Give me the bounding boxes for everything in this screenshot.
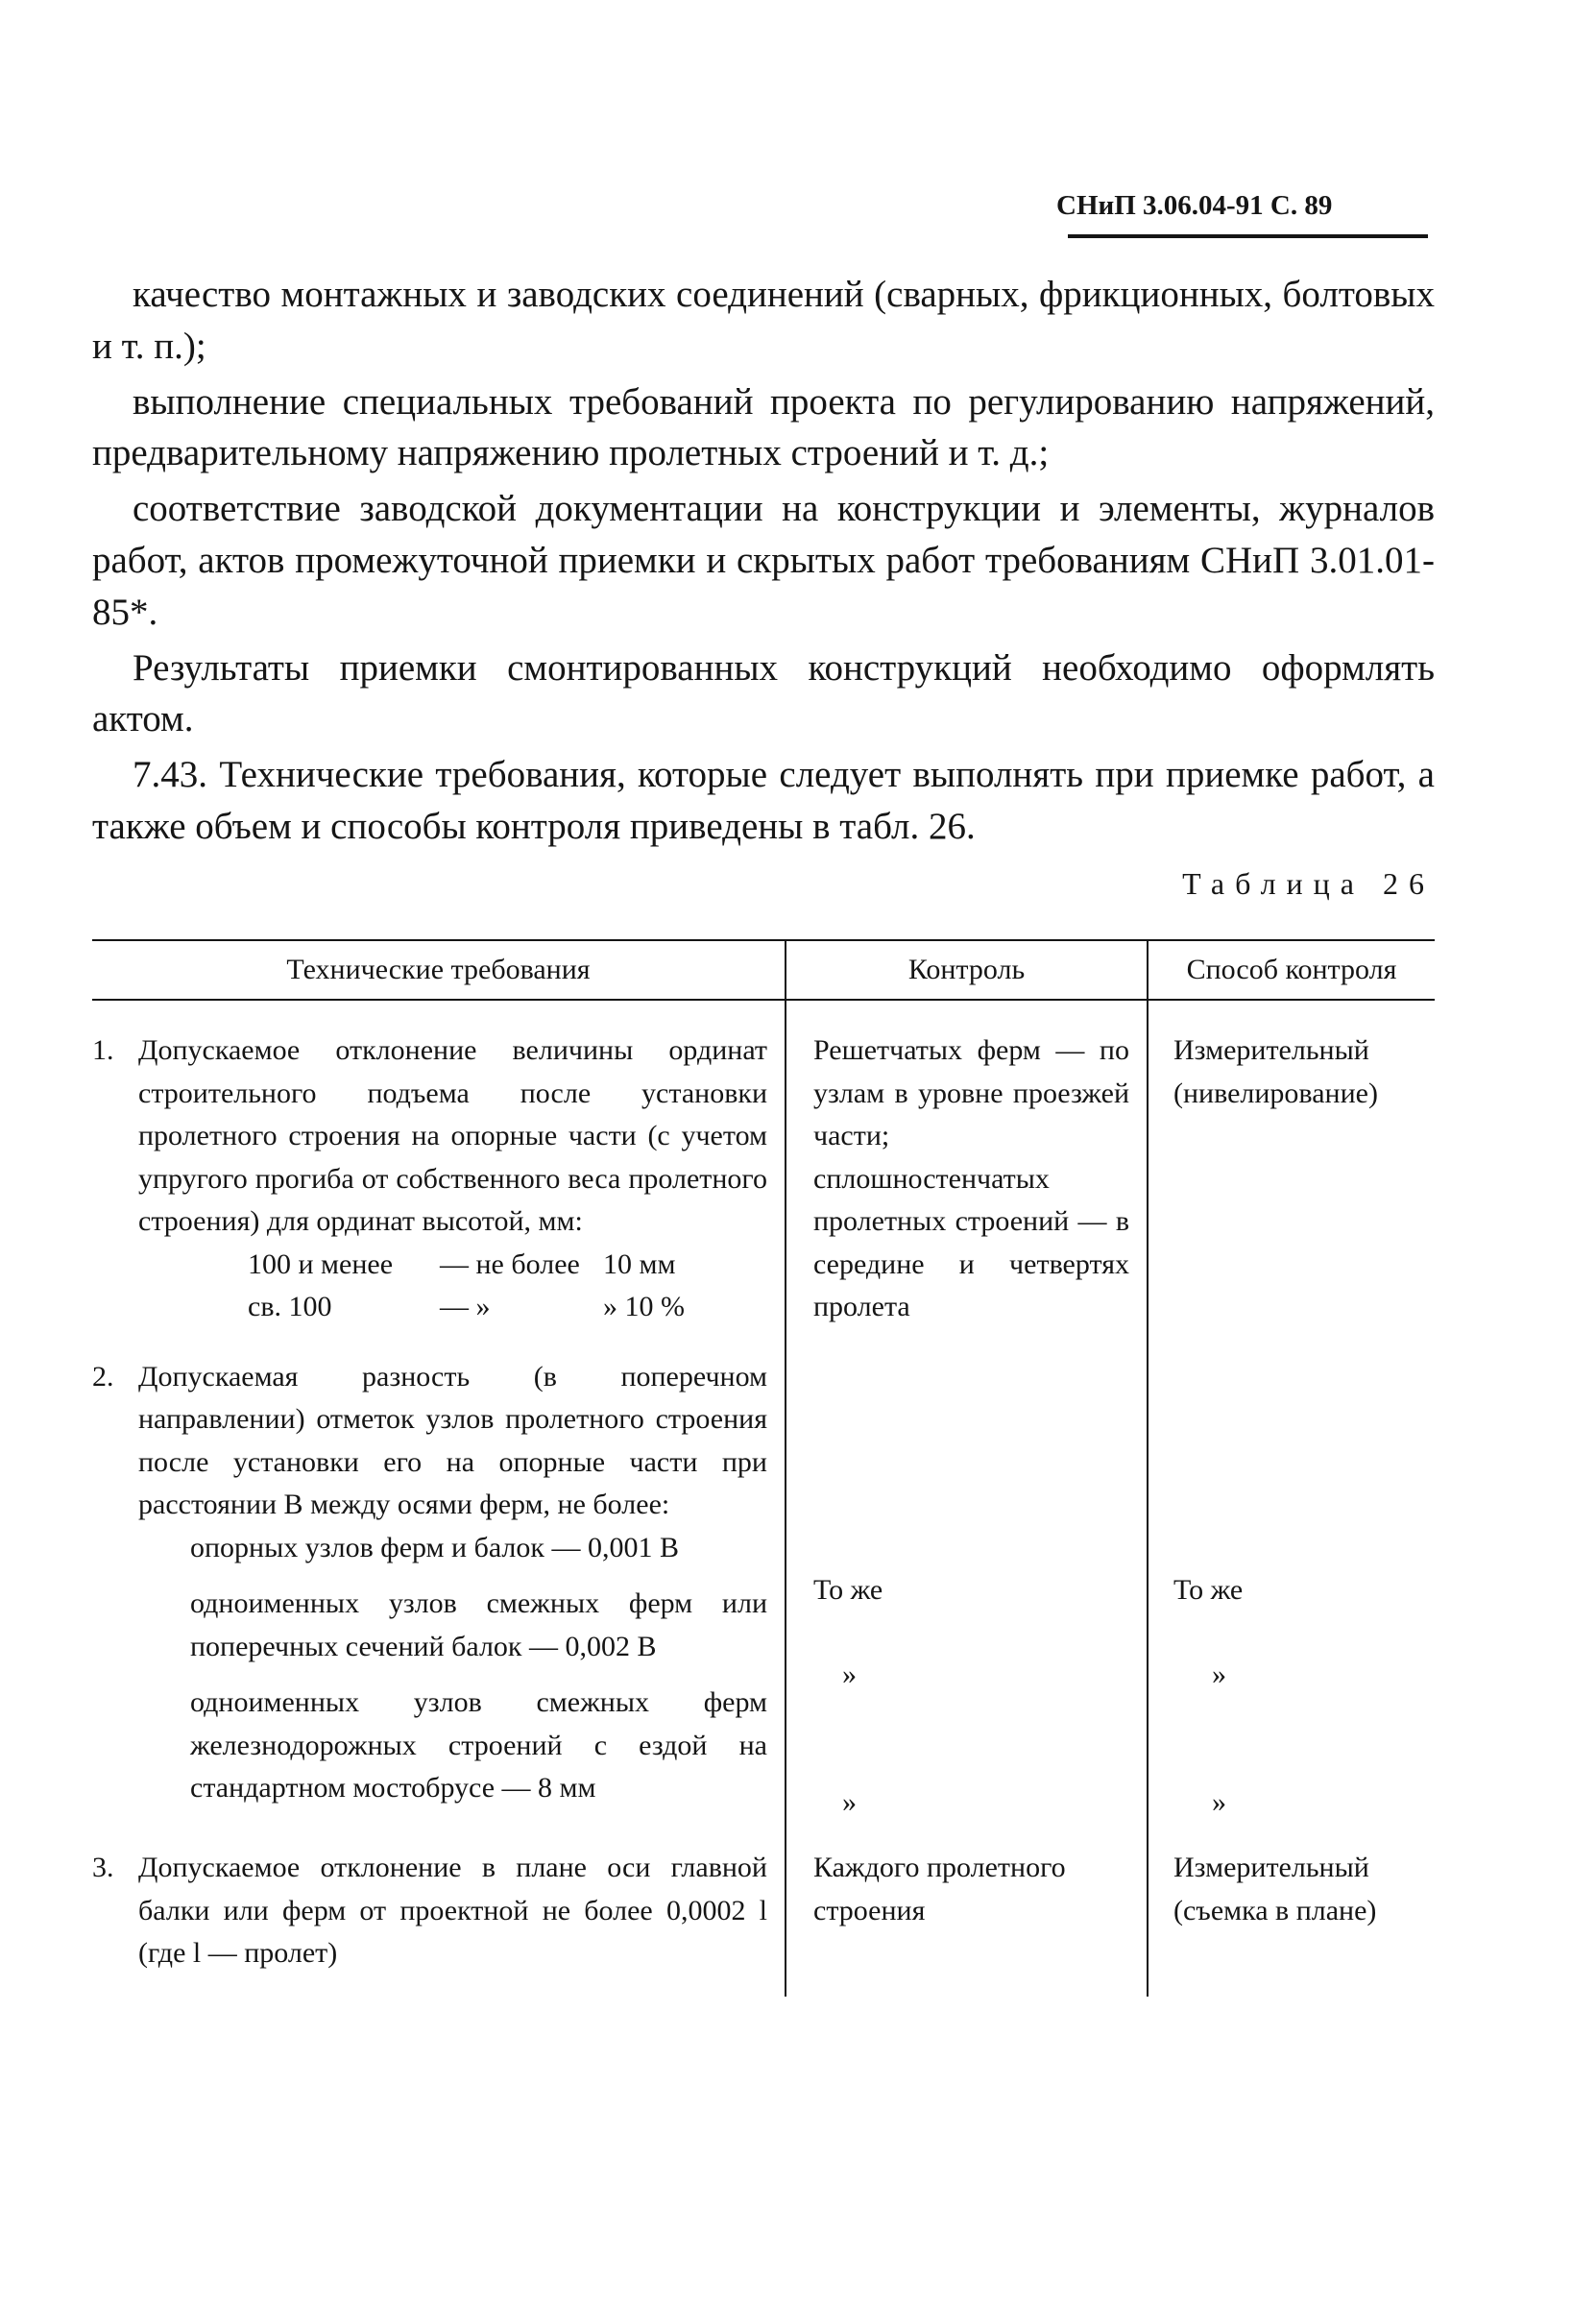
- method-cell: [1148, 1000, 1435, 1329]
- running-header: СНиП 3.06.04-91 С. 89: [1056, 190, 1333, 221]
- requirements-table: [92, 939, 1435, 1997]
- paragraph: 7.43. Технические требования, которые следует выполнять при приемке работ, а также объем и способы контроля приведены в табл. 26.: [92, 754, 1435, 847]
- paragraph: выполнение специальных требований проекта по регулированию напряжений, предварительному напряжению пролетных строений и т. д.;: [92, 380, 1435, 474]
- table-row: [92, 1000, 1435, 1329]
- table-row: [92, 1824, 1435, 1997]
- tolerance-limit: — »: [440, 1291, 491, 1322]
- table-caption: Таблица 26: [1182, 866, 1435, 901]
- requirement-text: Допускаемое отклонение величины ординат строительного подъема после установки пролетного строения на опорные части (с учетом упругого прогиба от собственного веса пролетного строения) для ординат высотой, мм:: [138, 1034, 767, 1237]
- tolerance-value: » 10 %: [603, 1291, 685, 1322]
- control-cell: [786, 1000, 1148, 1329]
- requirement-text: Допускаемая разность (в поперечном направлении) отметок узлов пролетного строения после установки его на опорные части при расстоянии B между осями ферм, не более:: [138, 1360, 767, 1520]
- tolerance-line: [248, 1286, 767, 1329]
- method-text: Измерительный (съемка в плане): [1173, 1852, 1377, 1926]
- row-number: 3.: [92, 1852, 114, 1883]
- row-number: 1.: [92, 1034, 114, 1066]
- paragraph: соответствие заводской документации на конструкции и элементы, журналов работ, актов промежуточной приемки и скрытых работ требованиям СНиП 3.01.01-85*.: [92, 488, 1435, 633]
- column-header: Способ контроля: [1148, 940, 1435, 1000]
- control-text: То же: [813, 1573, 883, 1606]
- ditto-mark: »: [1212, 1785, 1226, 1818]
- ditto-mark: »: [1212, 1659, 1226, 1690]
- method-text: Измерительный (нивелирование): [1173, 1034, 1378, 1109]
- tolerance-value: 10 мм: [603, 1247, 676, 1280]
- control-cell: [786, 1329, 1148, 1825]
- sub-requirement: одноименных узлов смежных ферм или поперечных сечений балок — 0,002 B: [190, 1587, 767, 1662]
- method-text: То же: [1173, 1573, 1244, 1606]
- sub-requirement: одноименных узлов смежных ферм железнодорожных строений с ездой на стандартном мостобрусе — 8 мм: [190, 1686, 767, 1804]
- ditto-mark: »: [842, 1659, 857, 1690]
- row-number: 2.: [92, 1360, 114, 1393]
- tolerance-range: св. 100: [248, 1291, 332, 1322]
- method-cell: [1148, 1329, 1435, 1825]
- requirement-cell: [92, 1000, 786, 1329]
- column-header: Технические требования: [92, 940, 786, 1000]
- tolerance-range: 100 и менее: [248, 1247, 394, 1280]
- tolerance-limit: — не более: [440, 1247, 580, 1280]
- control-text: Каждого пролетного строения: [813, 1852, 1066, 1926]
- paragraph: Результаты приемки смонтированных конструкций необходимо оформлять актом.: [92, 646, 1435, 740]
- ditto-mark: »: [842, 1785, 857, 1818]
- control-text: Решетчатых ферм — по узлам в уровне проезжей части; сплошностенчатых пролетных строений — в середине и четвертях пролета: [813, 1034, 1129, 1322]
- body-text: [92, 269, 1435, 857]
- control-cell: [786, 1824, 1148, 1997]
- table-row: [92, 1329, 1435, 1825]
- requirement-cell: [92, 1824, 786, 1997]
- sub-requirement: опорных узлов ферм и балок — 0,001 B: [190, 1531, 679, 1563]
- paragraph: качество монтажных и заводских соединений (сварных, фрикционных, болтовых и т. п.);: [92, 274, 1435, 367]
- column-header: Контроль: [786, 940, 1148, 1000]
- header-rule: [1068, 234, 1428, 238]
- table-header-row: [92, 940, 1435, 1000]
- requirement-text: Допускаемое отклонение в плане оси главной балки или ферм от проектной не более 0,0002 l (где l — пролет): [138, 1852, 767, 1969]
- requirement-cell: [92, 1329, 786, 1825]
- tolerance-line: [248, 1244, 767, 1287]
- method-cell: [1148, 1824, 1435, 1997]
